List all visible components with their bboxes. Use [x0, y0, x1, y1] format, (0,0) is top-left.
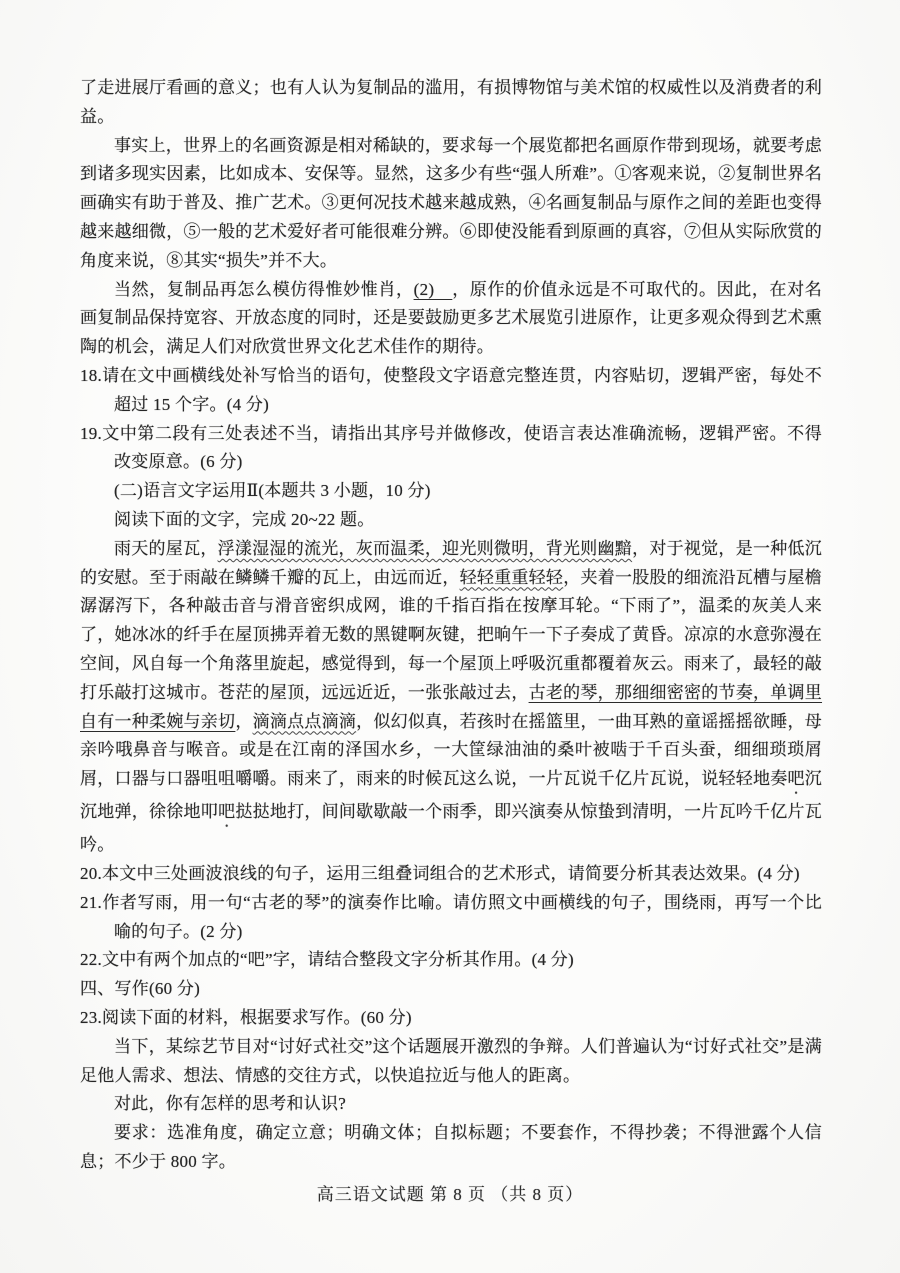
text-run: 21.作者写雨，用一句“古老的琴”的演奏作比喻。请仿照文中画横线的句子，围绕雨，再写一个比喻的句子。(2 分): [80, 892, 822, 941]
text-run: ，夹着一股股的细流沿瓦槽与屋檐潺潺泻下，各种敲击音与滑音密织成网，谁的千指百指在按摩耳轮。“下雨了”，温柔的灰美人来了，她冰冰的纤手在屋顶拂弄着无数的黑键啊灰键，把晌午一下子奏成了黄昏。凉凉的水意弥漫在空间，风自每一个角落里旋起，感觉得到，每一个屋顶上呼吸沉重都覆着灰云。雨来了，最轻的敲打乐敲打这城市。苍茫的屋顶，远远近近，一张张敲过去，: [80, 567, 823, 702]
text-run: 20.本文中三处画波浪线的句子，运用三组叠词组合的艺术形式，请简要分析其表达效果。(4 分): [80, 863, 800, 883]
text-run: 挞挞地打，间间歇歇敲一个雨季，即兴演奏从惊蛰到清明，一片瓦吟千亿片瓦吟。: [80, 802, 823, 855]
underlined-text: 古老的琴，那细细密密的节奏，单调里自有一种柔婉与亲切: [80, 682, 823, 731]
text-run: ，原作的价值永远是不可取代的。因此，在对名画复制品保持宽容、开放态度的同时，还是要鼓励更多艺术展览引进原作，让更多观众得到艺术熏陶的机会，满足人们对欣赏世界文化艺术佳作的期待。: [80, 279, 823, 357]
page-footer: 高三语文试题 第 8 页 （共 8 页）: [316, 1185, 584, 1204]
text-run: ，: [235, 711, 253, 731]
text-run: 对此，你有怎样的思考和认识?: [114, 1094, 347, 1114]
question-19: [80, 420, 822, 478]
body-paragraph-conclusion: [80, 276, 822, 362]
section-heading-writing: [80, 975, 822, 1004]
text-run: ，对于视觉，是一种低沉的安慰。至于雨敲在鳞鳞千瓣的瓦上，由远而近，: [80, 538, 823, 587]
body-paragraph-fact: [80, 132, 822, 276]
text-run: 沉沉地弹，徐徐地叩: [80, 769, 823, 822]
text-run: 雨天的屋瓦，: [114, 538, 218, 558]
text-run: (二)语言文字运用Ⅱ(本题共 3 小题，10 分): [114, 481, 431, 501]
exam-body: [80, 74, 822, 1177]
body-paragraph-continued: [80, 74, 822, 132]
wavy-underlined-text: 轻轻重重轻轻: [459, 567, 564, 587]
body-paragraph-rain: [80, 535, 822, 860]
text-run: 当然，复制品再怎么模仿得惟妙惟肖，: [114, 279, 414, 299]
text-run: 事实上，世界上的名画资源是相对稀缺的，要求每一个展览都把名画原作带到现场，就要考虑到诸多现实因素，比如成本、安保等。显然，这多少有些“强人所难”。①客观来说，②复制世界名画确实有助于普及、推广艺术。③更何况技术越来越成熟，④名画复制品与原作之间的差距也变得越来越细微，⑤一般的艺术爱好者可能很难分辨。⑥即使没能看到原画的真容，⑦但从实际欣赏的角度来说，⑧其实“损失”并不大。: [80, 135, 822, 270]
reading-instruction: [80, 506, 822, 535]
essay-prompt-question: [80, 1090, 822, 1119]
wavy-underlined-text: 浮漾湿湿的流光，灰而温柔，迎光则微明，背光则幽黯: [217, 538, 633, 558]
text-run: 18.请在文中画横线处补写恰当的语句，使整段文字语意完整连贯，内容贴切，逻辑严密，每处不超过 15 个字。(4 分): [80, 365, 822, 414]
essay-material-paragraph: [80, 1033, 822, 1091]
emphasis-dot-text: 吧: [787, 769, 805, 789]
text-run: 要求：选准角度，确定立意；明确文体；自拟标题；不要套作，不得抄袭；不得泄露个人信息；不少于 800 字。: [80, 1123, 822, 1171]
text-run: 了走进展厅看画的意义；也有人认为复制品的滥用，有损博物馆与美术馆的权威性以及消费者的利益。: [80, 78, 822, 126]
text-run: 四、写作(60 分): [80, 979, 201, 999]
emphasis-dot-text: 吧: [218, 802, 236, 822]
text-run: 19.文中第二段有三处表述不当，请指出其序号并做修改，使语言表达准确流畅，逻辑严密。不得改变原意。(6 分): [80, 423, 822, 472]
text-run: 22.文中有两个加点的“吧”字，请结合整段文字分析其作用。(4 分): [80, 950, 574, 970]
question-23: [80, 1004, 822, 1033]
question-18: [80, 362, 822, 420]
text-run: 当下，某综艺节目对“讨好式社交”这个话题展开激烈的争辩。人们普遍认为“讨好式社交”是满足他人需求、想法、情感的交往方式，以快追拉近与他人的距离。: [80, 1036, 822, 1085]
essay-requirements: [80, 1119, 822, 1177]
question-21: [80, 889, 822, 947]
wavy-underlined-text: 滴滴点点滴滴: [252, 711, 357, 731]
question-20: [80, 860, 822, 889]
text-run: ，似幻似真，若孩时在摇篮里，一曲耳熟的童谣摇摇欲睡，母亲吟哦鼻音与喉音。或是在江南的泽国水乡，一大筐绿油油的桑叶被啮于千百头蚕，细细琐琐屑屑，口器与口器咀咀嚼嚼。雨来了，雨来的时候瓦这么说，一片瓦说千亿片瓦说，说轻轻地奏: [80, 711, 823, 789]
text-run: 阅读下面的文字，完成 20~22 题。: [114, 509, 375, 529]
question-22: [80, 946, 822, 975]
section-heading-language-use-2: [80, 477, 822, 506]
underlined-text: (2): [413, 279, 453, 299]
text-run: 23.阅读下面的材料，根据要求写作。(60 分): [80, 1007, 412, 1027]
